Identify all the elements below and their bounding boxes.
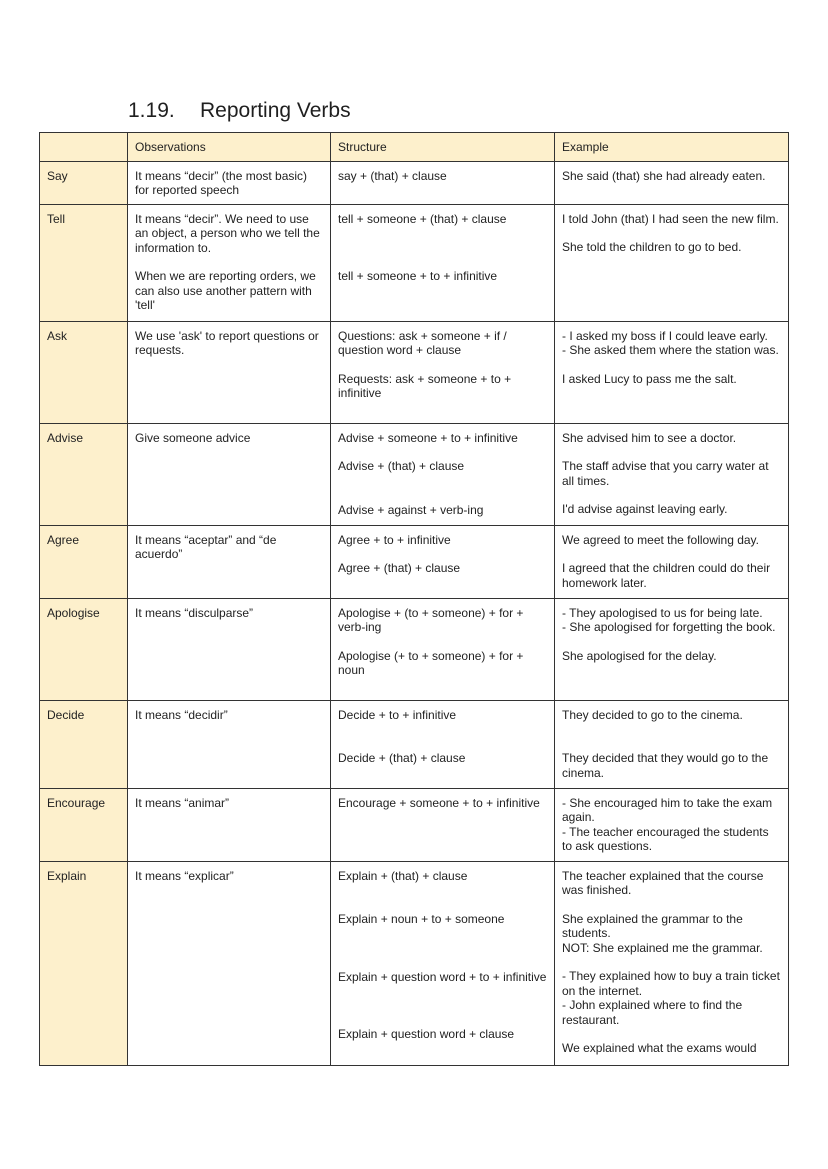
structure-text: Explain + question word + to + infinitive: [338, 969, 547, 984]
structure-text: Agree + (that) + clause: [338, 561, 461, 575]
structure-text: Apologise (+ to + someone) + for + noun: [338, 648, 524, 677]
table-row: [40, 423, 789, 525]
table-row: [40, 204, 789, 321]
example-text: She explained the grammar to the students.: [562, 911, 743, 940]
structure-cell: [331, 700, 555, 788]
verb-cell: Apologise: [40, 598, 128, 700]
example-text: She advised him to see a doctor.: [562, 430, 737, 445]
verb-cell: Tell: [40, 204, 128, 321]
structure-text: Apologise + (to + someone) + for + verb-ing: [338, 605, 524, 634]
example-text: I asked Lucy to pass me the salt.: [562, 371, 737, 386]
verb-cell: Agree: [40, 525, 128, 598]
structure-cell: [331, 525, 555, 598]
structure-text: tell + someone + (that) + clause: [338, 211, 507, 226]
verb-cell: Explain: [40, 861, 128, 1065]
example-text: I agreed that the children could do their homework later.: [562, 561, 771, 590]
verb-cell: Ask: [40, 321, 128, 423]
structure-text: Advise + someone + to + infinitive: [338, 430, 518, 445]
header-structure: Structure: [331, 133, 555, 162]
observation-text: It means “explicar”: [135, 868, 234, 883]
structure-text: Advise + (that) + clause: [338, 459, 465, 473]
structure-cell: [331, 161, 555, 204]
observation-cell: [128, 700, 331, 788]
observation-text: Give someone advice: [135, 430, 251, 445]
example-text: - They explained how to buy a train ticket on the internet.: [562, 969, 780, 998]
example-text: We agreed to meet the following day.: [562, 532, 760, 547]
header-verb: [40, 133, 128, 162]
verb-cell: Advise: [40, 423, 128, 525]
verb-cell: Encourage: [40, 788, 128, 861]
observation-text: It means “decir”. We need to use an object, a person who we tell the information to.: [135, 211, 320, 255]
structure-cell: [331, 423, 555, 525]
table-row: [40, 700, 789, 788]
example-text: She said (that) she had already eaten.: [562, 168, 766, 183]
example-cell: [555, 423, 789, 525]
example-text: - She encouraged him to take the exam again.: [562, 795, 773, 824]
example-text: - John explained where to find the restaurant.: [562, 998, 743, 1027]
example-text: - I asked my boss if I could leave early.: [562, 328, 768, 343]
verb-cell: Say: [40, 161, 128, 204]
structure-text: Agree + to + infinitive: [338, 532, 451, 547]
example-text: We explained what the exams would: [562, 1041, 757, 1055]
structure-cell: [331, 598, 555, 700]
table-row: [40, 525, 789, 598]
observation-text: It means “disculparse”: [135, 605, 254, 620]
example-text: NOT: She explained me the grammar.: [562, 940, 763, 955]
table-row: [40, 598, 789, 700]
example-text: I told John (that) I had seen the new film.: [562, 211, 779, 226]
example-cell: [555, 204, 789, 321]
table-row: [40, 321, 789, 423]
page-title: [128, 99, 351, 123]
observation-cell: [128, 525, 331, 598]
example-text: She apologised for the delay.: [562, 648, 717, 663]
structure-cell: [331, 861, 555, 1065]
verb-cell: Decide: [40, 700, 128, 788]
section-number: 1.19.: [128, 99, 175, 122]
example-text: The teacher explained that the course was finished.: [562, 868, 764, 897]
observation-text: It means “decir” (the most basic) for reported speech: [135, 168, 308, 197]
example-cell: [555, 525, 789, 598]
observation-text: It means “decidir”: [135, 707, 228, 722]
example-text: - She apologised for forgetting the book.: [562, 620, 776, 634]
structure-text: Advise + against + verb-ing: [338, 502, 484, 517]
example-text: She told the children to go to bed.: [562, 240, 742, 254]
example-text: - She asked them where the station was.: [562, 343, 779, 357]
structure-cell: [331, 204, 555, 321]
reporting-verbs-table: [39, 132, 789, 1066]
structure-text: Explain + question word + clause: [338, 1027, 515, 1041]
structure-cell: [331, 321, 555, 423]
structure-text: Explain + noun + to + someone: [338, 912, 505, 926]
observation-text: When we are reporting orders, we can also use another pattern with 'tell': [135, 269, 316, 312]
example-cell: [555, 598, 789, 700]
observation-text: It means “aceptar” and “de acuerdo”: [135, 532, 277, 561]
example-text: They decided that they would go to the cinema.: [562, 751, 769, 780]
table-row: [40, 788, 789, 861]
structure-cell: [331, 788, 555, 861]
observation-cell: [128, 204, 331, 321]
observation-cell: [128, 788, 331, 861]
structure-text: Questions: ask + someone + if / question word + clause: [338, 328, 507, 357]
structure-text: Encourage + someone + to + infinitive: [338, 795, 540, 810]
table-header-row: [40, 133, 789, 162]
observation-cell: [128, 321, 331, 423]
example-text: - The teacher encouraged the students to ask questions.: [562, 824, 769, 853]
example-cell: [555, 788, 789, 861]
observation-cell: [128, 598, 331, 700]
header-observations: Observations: [128, 133, 331, 162]
example-cell: [555, 861, 789, 1065]
example-text: They decided to go to the cinema.: [562, 707, 743, 722]
example-text: The staff advise that you carry water at all times.: [562, 459, 769, 488]
structure-text: Decide + to + infinitive: [338, 707, 457, 722]
example-cell: [555, 161, 789, 204]
example-cell: [555, 700, 789, 788]
structure-text: Decide + (that) + clause: [338, 751, 466, 765]
structure-text: say + (that) + clause: [338, 168, 447, 183]
section-title: Reporting Verbs: [200, 99, 351, 122]
table-row: [40, 161, 789, 204]
observation-cell: [128, 161, 331, 204]
header-example: Example: [555, 133, 789, 162]
structure-text: Explain + (that) + clause: [338, 868, 468, 883]
example-cell: [555, 321, 789, 423]
structure-text: tell + someone + to + infinitive: [338, 269, 498, 283]
structure-text: Requests: ask + someone + to + infinitive: [338, 371, 512, 400]
observation-text: It means “animar”: [135, 795, 230, 810]
observation-cell: [128, 861, 331, 1065]
observation-text: We use 'ask' to report questions or requests.: [135, 328, 319, 357]
example-text: I'd advise against leaving early.: [562, 502, 728, 516]
observation-cell: [128, 423, 331, 525]
table-row: [40, 861, 789, 1065]
example-text: - They apologised to us for being late.: [562, 605, 763, 620]
